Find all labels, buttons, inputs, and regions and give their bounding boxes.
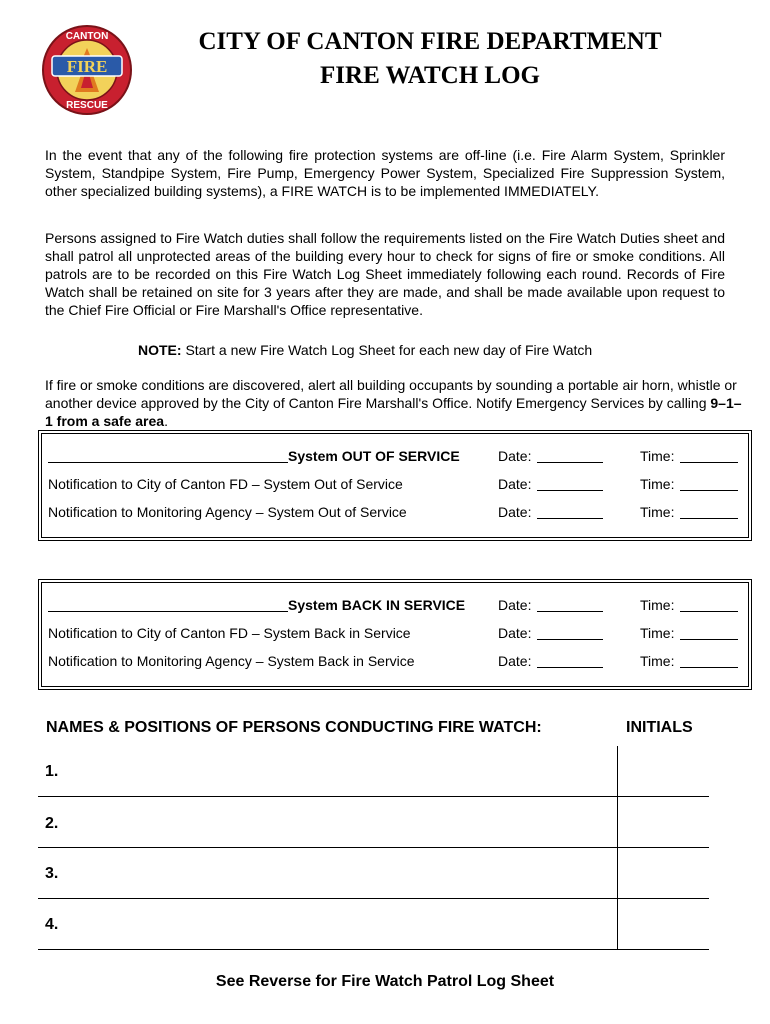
back-in-service-label: System BACK IN SERVICE xyxy=(288,597,466,613)
initials-heading: INITIALS xyxy=(626,719,693,736)
time-field[interactable] xyxy=(680,653,738,668)
date-label: Date: xyxy=(498,625,532,641)
date-label: Date: xyxy=(498,448,532,464)
monitoring-agency-notification-label: Notification to Monitoring Agency – System Back in Service xyxy=(48,653,415,669)
name-row-line[interactable] xyxy=(38,898,709,899)
time-label: Time: xyxy=(640,504,675,520)
page-title: CITY OF CANTON FIRE DEPARTMENT xyxy=(198,28,662,55)
duties-paragraph: Persons assigned to Fire Watch duties shall follow the requirements listed on the Fire Watch Duties sheet and shall patrol all unprotected areas of the building every hour to check for signs of fire or smoke conditions. All patrols are to be recorded on this Fire Watch Log Sheet immediately following each round. Records of Fire Watch shall be retained on site for 3 years after they are made, and shall be made available upon request to the Chief Fire Official or Fire Marshall's Office representative. xyxy=(45,230,725,318)
time-field[interactable] xyxy=(680,625,738,640)
time-label: Time: xyxy=(640,448,675,464)
system-name-field[interactable] xyxy=(48,448,288,463)
name-row-number: 4. xyxy=(45,916,59,933)
date-field[interactable] xyxy=(537,625,603,640)
time-field[interactable] xyxy=(680,448,738,463)
date-field[interactable] xyxy=(537,448,603,463)
names-heading: NAMES & POSITIONS OF PERSONS CONDUCTING FIRE WATCH: xyxy=(46,719,542,736)
date-field[interactable] xyxy=(537,653,603,668)
note-text: Start a new Fire Watch Log Sheet for each new day of Fire Watch xyxy=(181,342,593,358)
emergency-text: If fire or smoke conditions are discovered, alert all building occupants by sounding a portable air horn, whistle or another device approved by the City of Canton Fire Marshall's Office. Notify Emergency Services by calling xyxy=(45,377,737,411)
date-field[interactable] xyxy=(537,597,603,612)
intro-paragraph: In the event that any of the following fire protection systems are off-line (i.e. Fire Alarm System, Sprinkler System, Standpipe System, Fire Pump, Emergency Power System, Specialized Fire Suppression System, other specialized building systems), a FIRE WATCH is to be implemented IMMEDIATELY. xyxy=(45,147,725,199)
logo-top-text: CANTON xyxy=(65,31,109,42)
canton-fd-notification-label: Notification to City of Canton FD – System Back in Service xyxy=(48,625,411,641)
logo-main-text: FIRE xyxy=(66,57,108,76)
name-row-number: 3. xyxy=(45,865,59,882)
page-subtitle: FIRE WATCH LOG xyxy=(320,62,540,89)
footer-note: See Reverse for Fire Watch Patrol Log Sheet xyxy=(215,973,555,990)
canton-fd-notification-label: Notification to City of Canton FD – System Out of Service xyxy=(48,476,403,492)
emergency-paragraph xyxy=(45,376,745,430)
time-field[interactable] xyxy=(680,476,738,491)
date-label: Date: xyxy=(498,597,532,613)
name-row-line[interactable] xyxy=(38,847,709,848)
note-label: NOTE: xyxy=(138,342,182,358)
time-label: Time: xyxy=(640,625,675,641)
time-field[interactable] xyxy=(680,597,738,612)
fire-department-logo xyxy=(42,22,132,118)
time-label: Time: xyxy=(640,476,675,492)
back-in-service-box xyxy=(38,579,752,690)
system-name-field[interactable] xyxy=(48,597,288,612)
name-row-line[interactable] xyxy=(38,796,709,797)
time-label: Time: xyxy=(640,597,675,613)
logo-bottom-text: RESCUE xyxy=(66,100,108,111)
time-label: Time: xyxy=(640,653,675,669)
time-field[interactable] xyxy=(680,504,738,519)
name-row-number: 1. xyxy=(45,763,59,780)
note-line xyxy=(138,341,592,359)
date-label: Date: xyxy=(498,476,532,492)
emergency-number: 9–1–1 from a safe area xyxy=(45,395,742,429)
date-label: Date: xyxy=(498,504,532,520)
emergency-end: . xyxy=(164,413,168,429)
monitoring-agency-notification-label: Notification to Monitoring Agency – System Out of Service xyxy=(48,504,407,520)
date-label: Date: xyxy=(498,653,532,669)
name-row-number: 2. xyxy=(45,815,59,832)
out-of-service-label: System OUT OF SERVICE xyxy=(288,448,460,464)
out-of-service-box xyxy=(38,430,752,541)
name-row-line[interactable] xyxy=(38,949,709,950)
date-field[interactable] xyxy=(537,476,603,491)
date-field[interactable] xyxy=(537,504,603,519)
